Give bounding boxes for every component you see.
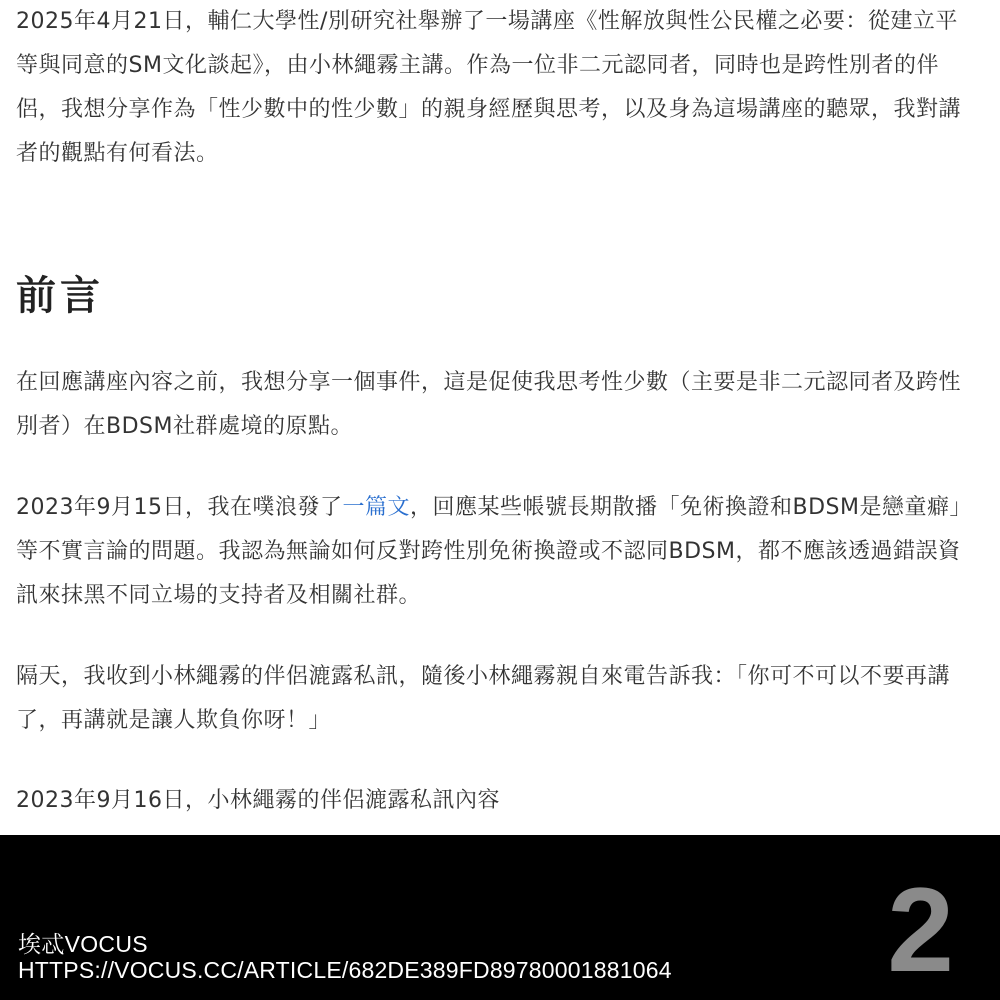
section-heading: 前言 bbox=[16, 273, 104, 319]
paragraph-2-text-end: ，回應某些帳號長期散播「免術換證和BDSM是戀童癖」等不實言論的問題。我認為無論如何反對跨性別免術換證或不認同BDSM，都不應該透過錯誤資訊來抹黑不同立場的支持者及相關社群。 bbox=[16, 495, 972, 608]
article-link[interactable]: 一篇文 bbox=[342, 495, 410, 520]
paragraph-4: 2023年9月16日，小林繩霧的伴侶漉露私訊內容 bbox=[16, 788, 500, 813]
paragraph-2-text-start: 2023年9月15日，我在噗浪發了 bbox=[16, 495, 343, 520]
footer-url[interactable]: HTTPS://VOCUS.CC/ARTICLE/682DE389FD89780001881064 bbox=[18, 957, 672, 983]
paragraph-3: 隔天，我收到小林繩霧的伴侶漉露私訊，隨後小林繩霧親自來電告訴我：「你可不可以不要再講了，再講就是讓人欺負你呀！」 bbox=[16, 664, 951, 733]
footer-bar bbox=[0, 835, 1000, 1000]
page-number: 2 bbox=[887, 863, 954, 997]
paragraph-2 bbox=[16, 486, 976, 618]
footer-brand: 埃忒VOCUS bbox=[18, 931, 148, 957]
paragraph-1: 在回應講座內容之前，我想分享一個事件，這是促使我思考性少數（主要是非二元認同者及跨性別者）在BDSM社群處境的原點。 bbox=[16, 370, 962, 439]
intro-paragraph: 2025年4月21日，輔仁大學性/別研究社舉辦了一場講座《性解放與性公民權之必要：從建立平等與同意的SM文化談起》，由小林繩霧主講。作為一位非二元認同者，同時也是跨性別者的伴侶，我想分享作為「性少數中的性少數」的親身經歷與思考，以及身為這場講座的聽眾，我對講者的觀點有何看法。 bbox=[16, 9, 962, 166]
